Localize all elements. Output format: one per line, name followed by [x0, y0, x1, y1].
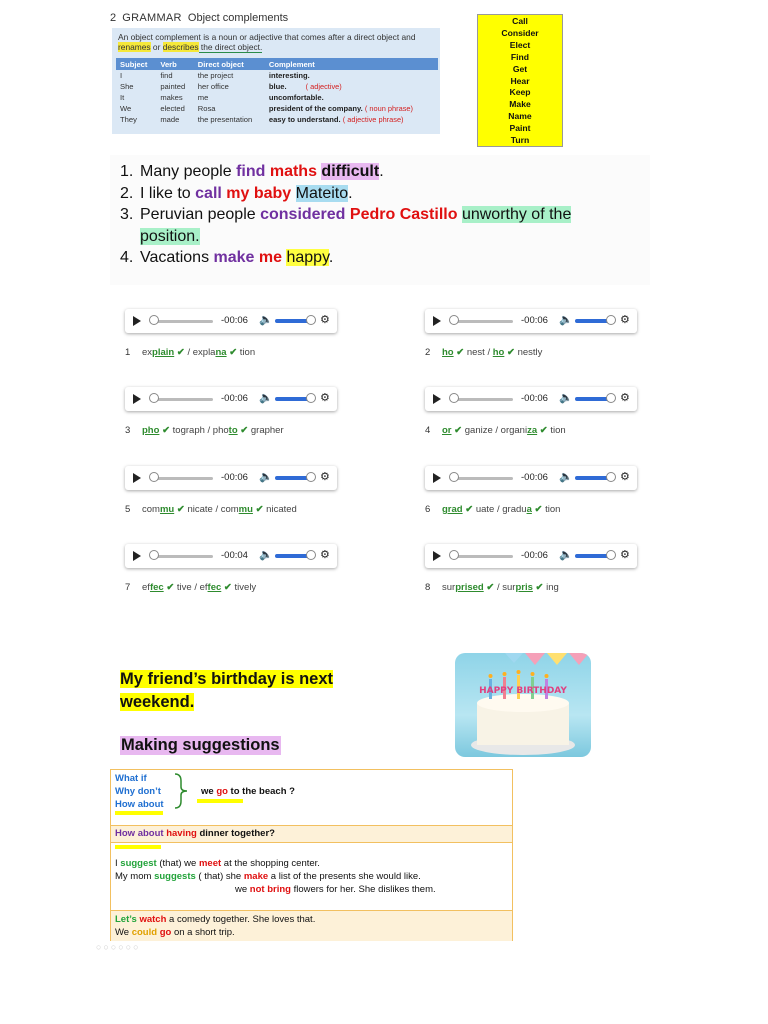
progress-track[interactable]: [153, 555, 213, 558]
cell-subject: I: [120, 71, 123, 80]
syllable-part: ho: [492, 347, 505, 358]
grammar-panel: [112, 28, 440, 134]
progress-track[interactable]: [453, 398, 513, 401]
table-header-row: [116, 58, 438, 70]
volume-knob[interactable]: [306, 472, 316, 482]
table-row: [116, 81, 438, 92]
table-row: [116, 103, 438, 114]
sentence-number: 1.: [120, 163, 134, 180]
syllable-part: ✔ tion: [534, 504, 561, 515]
play-icon[interactable]: [433, 551, 441, 561]
play-icon[interactable]: [433, 316, 441, 326]
cell-complement: [265, 103, 438, 114]
cell-object: the project: [197, 71, 234, 80]
time-remaining: -00:06: [221, 393, 248, 404]
sentence-complement: happy: [286, 249, 329, 266]
verb-item: Paint: [509, 123, 531, 134]
progress-knob[interactable]: [449, 550, 459, 560]
syllable-part: ✔ ing: [535, 582, 559, 593]
audio-player[interactable]: [425, 309, 637, 333]
syllable-part: ex: [142, 347, 153, 358]
item-number: 2: [425, 347, 431, 358]
my-mom: My mom: [115, 871, 155, 882]
play-icon[interactable]: [433, 473, 441, 483]
word-make: make: [243, 871, 269, 882]
complement-text: blue.: [268, 82, 287, 91]
that-she: ( that) she: [195, 871, 244, 882]
play-icon[interactable]: [133, 394, 141, 404]
verb-item: Turn: [510, 135, 530, 146]
dinner-rest: dinner together?: [196, 828, 275, 839]
word-we: We: [115, 927, 132, 938]
play-icon[interactable]: [433, 394, 441, 404]
sentence-complement: Mateito: [295, 185, 349, 202]
how-about-text: How about: [115, 828, 167, 839]
item-number: 5: [125, 504, 131, 515]
progress-knob[interactable]: [449, 315, 459, 325]
item-number: 8: [425, 582, 431, 593]
audio-player[interactable]: [425, 544, 637, 568]
audio-player[interactable]: [125, 387, 337, 411]
syllable-part: ✔ tion: [539, 425, 566, 436]
line4-rest: a comedy together. She loves that.: [166, 914, 316, 925]
header-verb: Verb: [156, 58, 193, 70]
progress-knob[interactable]: [149, 550, 159, 560]
grammar-subtitle: Object complements: [187, 12, 289, 24]
word-we: we: [235, 884, 250, 895]
sentence-object: Pedro Castillo: [349, 206, 458, 223]
syllable-part: or: [442, 425, 452, 436]
sentence-object: maths: [269, 163, 317, 180]
item-number: 4: [425, 425, 431, 436]
syllable-part: ✔ grapher: [240, 425, 284, 436]
complement-note: ( adjective phrase): [342, 115, 404, 124]
syllable-part: ✔ nestly: [506, 347, 543, 358]
gear-icon[interactable]: ⚙: [320, 471, 330, 483]
suggestions-box: [110, 769, 513, 941]
cell-complement: [265, 92, 438, 103]
curly-brace-icon: [173, 773, 189, 809]
complement-note: ( adjective): [305, 82, 342, 91]
sentence-verb: make: [213, 249, 255, 266]
birthday-line1: My friend’s birthday is next: [120, 670, 334, 688]
sentence-number: 4.: [120, 249, 134, 266]
time-remaining: -00:06: [521, 393, 548, 404]
suggestions-title: Making suggestions: [121, 736, 280, 754]
complement-text: uncomfortable.: [268, 93, 324, 102]
birthday-line2: weekend.: [120, 693, 195, 711]
syllable-part: ef: [142, 582, 150, 593]
syllable-part: ✔ tively: [223, 582, 257, 593]
cell-verb: elected: [160, 104, 185, 113]
gear-icon[interactable]: ⚙: [620, 314, 630, 326]
sentence-3-continued: [140, 228, 200, 246]
word-could: could: [131, 927, 158, 938]
table-row: [116, 92, 438, 103]
cell-subject: They: [120, 115, 137, 124]
gear-icon[interactable]: ⚙: [620, 471, 630, 483]
sentence-end: .: [379, 163, 384, 180]
sentence-subject: Peruvian people: [140, 206, 261, 223]
verb-item: Make: [509, 99, 531, 110]
suggest-line-1: [115, 858, 320, 869]
cell-verb: made: [160, 115, 180, 124]
birthday-cake-image: [455, 653, 591, 757]
syllable-part: to: [228, 425, 238, 436]
word-watch: watch: [139, 914, 167, 925]
could-line: [115, 927, 235, 938]
audio-player[interactable]: [425, 387, 637, 411]
syllable-part: mu: [159, 504, 175, 515]
cake-topper-text: HAPPY BIRTHDAY: [479, 686, 567, 696]
verb-item: Hear: [510, 75, 530, 86]
volume-knob[interactable]: [306, 550, 316, 560]
beach-rest: to the beach ?: [227, 786, 295, 797]
sentence-complement: unworthy of the: [461, 206, 572, 223]
progress-knob[interactable]: [449, 393, 459, 403]
volume-knob[interactable]: [606, 472, 616, 482]
syllable-part: ✔ / sur: [486, 582, 516, 593]
line2-rest: a list of the presents she would like.: [268, 871, 421, 882]
grammar-title: GRAMMAR: [122, 12, 182, 24]
cell-complement: [265, 70, 438, 81]
cell-complement: [265, 114, 438, 125]
word-meet: meet: [198, 858, 222, 869]
that-we: (that) we: [156, 858, 199, 869]
syllable-part: ✔ nicate / com: [176, 504, 239, 515]
suggest-line-3: [235, 884, 436, 895]
cell-subject: She: [120, 82, 134, 91]
volume-icon[interactable]: 🔈: [259, 392, 273, 404]
sentence-subject: I like to: [140, 185, 196, 202]
syllable-part: com: [142, 504, 160, 515]
sentence-number: 2.: [120, 185, 134, 202]
item-number: 7: [125, 582, 131, 593]
sentence-subject: Many people: [140, 163, 237, 180]
highlight-bar: [197, 799, 243, 803]
cell-object: me: [197, 93, 209, 102]
syllable-part: pris: [515, 582, 533, 593]
item-number: 1: [125, 347, 131, 358]
verb-list: [477, 14, 563, 147]
desc-line1: An object complement is a noun or adjective that comes after a direct object and: [118, 32, 416, 42]
syllable-part: prised: [455, 582, 484, 593]
sentence-3: [120, 206, 571, 224]
sentence-1: [120, 163, 384, 181]
gear-icon[interactable]: ⚙: [620, 392, 630, 404]
line5-rest: on a short trip.: [171, 927, 235, 938]
syllable-part: ✔ ganize / organi: [454, 425, 528, 436]
slide-controls[interactable]: ○○○○○○: [96, 942, 141, 952]
word-suggests: suggests: [154, 871, 196, 882]
volume-icon[interactable]: 🔈: [259, 549, 273, 561]
progress-track[interactable]: [453, 477, 513, 480]
syllable-answer: [125, 347, 255, 358]
option-how-about: How about: [115, 799, 164, 810]
syllable-part: ho: [442, 347, 454, 358]
volume-icon[interactable]: 🔈: [559, 549, 573, 561]
volume-icon[interactable]: 🔈: [559, 314, 573, 326]
syllable-part: ✔ nicated: [255, 504, 297, 515]
cell-verb: find: [160, 71, 173, 80]
table-row: [116, 70, 438, 81]
cell-object: her office: [197, 82, 229, 91]
word-go: go: [216, 786, 228, 797]
sentence-object: my baby: [226, 185, 292, 202]
time-remaining: -00:06: [221, 472, 248, 483]
complement-note: ( noun phrase): [364, 104, 413, 113]
volume-knob[interactable]: [606, 550, 616, 560]
gear-icon[interactable]: ⚙: [320, 392, 330, 404]
item-number: 3: [125, 425, 131, 436]
cell-object: Rosa: [197, 104, 216, 113]
progress-track[interactable]: [153, 477, 213, 480]
line1-rest: at the shopping center.: [221, 858, 320, 869]
desc-or: or: [150, 42, 163, 52]
cell-object: the presentation: [197, 115, 253, 124]
syllable-part: ✔ tograph / pho: [162, 425, 229, 436]
complement-text: easy to understand.: [268, 115, 341, 124]
syllable-part: ✔ tion: [229, 347, 256, 358]
sentence-end: .: [348, 185, 353, 202]
volume-icon[interactable]: 🔈: [559, 471, 573, 483]
example-sentences: [110, 155, 650, 285]
highlight-bar: [115, 845, 161, 849]
verb-item: Keep: [509, 87, 531, 98]
sentence-number: 3.: [120, 206, 134, 223]
beach-sentence: [201, 786, 295, 797]
verb-item: Find: [510, 51, 530, 62]
sentence-4: [120, 249, 333, 267]
suggestion-row-how-about: [111, 826, 512, 843]
syllable-part: plain: [152, 347, 175, 358]
verb-item: Name: [508, 111, 532, 122]
audio-player[interactable]: [125, 309, 337, 333]
progress-track[interactable]: [153, 320, 213, 323]
word-go: go: [159, 927, 172, 938]
sentence-verb: considered: [260, 206, 346, 223]
volume-knob[interactable]: [606, 393, 616, 403]
word-having: having: [166, 828, 197, 839]
header-subject: Subject: [116, 58, 156, 70]
syllable-part: ✔ / expla: [176, 347, 216, 358]
volume-icon[interactable]: 🔈: [259, 314, 273, 326]
desc-renames: renames: [118, 42, 151, 52]
word-lets: Let’s: [115, 914, 140, 925]
suggestion-row-suggest: [111, 843, 512, 911]
volume-knob[interactable]: [306, 393, 316, 403]
syllable-part: ✔ tive / ef: [166, 582, 208, 593]
syllable-answer: [125, 504, 297, 515]
highlight-bar: [115, 811, 163, 815]
audio-player[interactable]: [125, 544, 337, 568]
syllable-part: sur: [442, 582, 456, 593]
audio-player[interactable]: [125, 466, 337, 490]
desc-rest: the direct object.: [198, 42, 263, 52]
time-remaining: -00:06: [521, 472, 548, 483]
word-we: we: [201, 786, 217, 797]
syllable-answer: [425, 582, 559, 593]
syllable-part: mu: [238, 504, 253, 515]
cake-illustration: [455, 653, 591, 757]
progress-track[interactable]: [453, 555, 513, 558]
gear-icon[interactable]: ⚙: [320, 549, 330, 561]
syllable-answer: [125, 582, 256, 593]
header-direct-object: Direct object: [194, 58, 265, 70]
grammar-table: [116, 58, 438, 125]
suggestion-row-lets: [111, 911, 512, 941]
gear-icon[interactable]: ⚙: [620, 549, 630, 561]
suggestion-row-options: [111, 770, 512, 826]
syllable-part: za: [527, 425, 538, 436]
sentence-verb: call: [195, 185, 222, 202]
audio-player[interactable]: [425, 466, 637, 490]
grammar-description: [118, 32, 438, 52]
syllable-part: ✔ uate / gradu: [465, 504, 527, 515]
cell-subject: It: [120, 93, 125, 102]
sentence-object: me: [258, 249, 283, 266]
how-about-sentence: [115, 828, 275, 839]
verb-item: Call: [512, 16, 528, 26]
line3-rest: flowers for her. She dislikes them.: [290, 884, 436, 895]
time-remaining: -00:06: [521, 550, 548, 561]
grammar-heading: [110, 12, 288, 24]
time-remaining: -00:04: [221, 550, 248, 561]
syllable-part: pho: [142, 425, 160, 436]
syllable-part: ✔ nest /: [456, 347, 493, 358]
word-i: I: [115, 858, 121, 869]
complement-text: president of the company.: [268, 104, 363, 113]
syllable-answer: [425, 347, 542, 358]
volume-icon[interactable]: 🔈: [259, 471, 273, 483]
sentence-complement: difficult: [321, 163, 380, 180]
syllable-part: na: [215, 347, 227, 358]
cell-verb: painted: [160, 82, 186, 91]
desc-describes: describes: [162, 42, 199, 52]
complement-text: interesting.: [268, 71, 310, 80]
gear-icon[interactable]: ⚙: [320, 314, 330, 326]
cell-subject: We: [120, 104, 132, 113]
play-icon[interactable]: [133, 473, 141, 483]
word-not-bring: not bring: [249, 884, 291, 895]
verb-item: Consider: [501, 27, 539, 38]
sentence-subject: Vacations: [140, 249, 214, 266]
syllable-part: fec: [149, 582, 164, 593]
table-row: [116, 114, 438, 125]
syllable-answer: [125, 425, 284, 436]
item-number: 6: [425, 504, 431, 515]
word-suggest: suggest: [120, 858, 157, 869]
syllable-part: grad: [442, 504, 463, 515]
time-remaining: -00:06: [521, 315, 548, 326]
verb-item: Get: [512, 63, 528, 74]
play-icon[interactable]: [133, 551, 141, 561]
syllable-answer: [425, 504, 560, 515]
cell-complement: [265, 81, 438, 92]
time-remaining: -00:06: [221, 315, 248, 326]
progress-knob[interactable]: [149, 393, 159, 403]
cell-verb: makes: [160, 93, 183, 102]
option-why-dont: Why don’t: [115, 786, 161, 797]
option-what-if: What if: [115, 773, 147, 784]
grammar-box: [110, 10, 440, 134]
volume-knob[interactable]: [306, 315, 316, 325]
sentence-end: .: [328, 249, 334, 266]
lets-line: [115, 914, 315, 925]
progress-knob[interactable]: [149, 315, 159, 325]
play-icon[interactable]: [133, 316, 141, 326]
sentence-2: [120, 185, 353, 203]
birthday-heading: [120, 668, 356, 714]
syllable-part: fec: [207, 582, 222, 593]
section-number: 2: [110, 12, 117, 24]
syllable-part: a: [526, 504, 532, 515]
progress-track[interactable]: [153, 398, 213, 401]
volume-icon[interactable]: 🔈: [559, 392, 573, 404]
verb-item: Elect: [509, 39, 531, 50]
suggest-line-2: [115, 871, 421, 882]
progress-knob[interactable]: [449, 472, 459, 482]
sentence-complement-continued: position.: [140, 228, 200, 245]
progress-track[interactable]: [453, 320, 513, 323]
syllable-answer: [425, 425, 566, 436]
sentence-verb: find: [236, 163, 266, 180]
volume-knob[interactable]: [606, 315, 616, 325]
header-complement: Complement: [265, 58, 438, 70]
progress-knob[interactable]: [149, 472, 159, 482]
